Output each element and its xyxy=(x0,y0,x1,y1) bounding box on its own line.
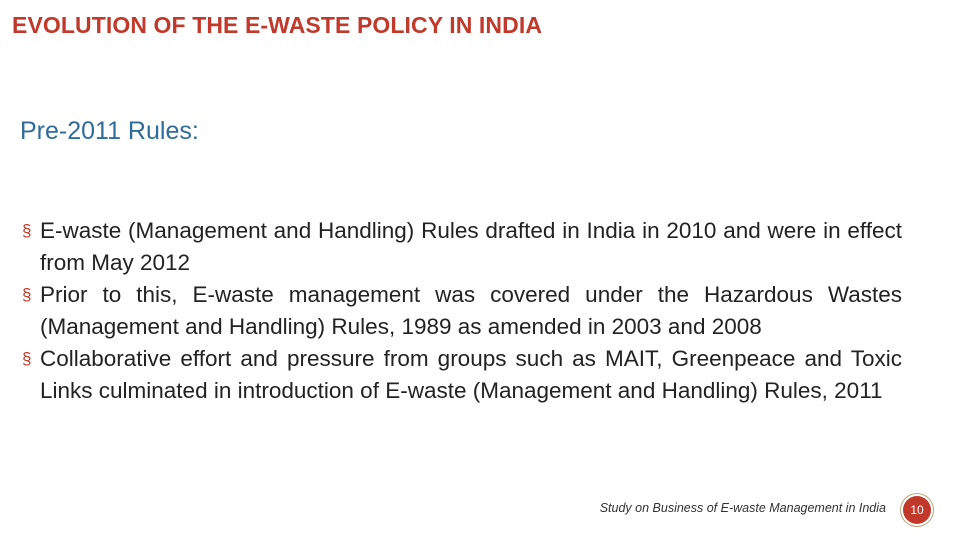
bullet-item xyxy=(22,215,902,279)
bullet-marker-icon: § xyxy=(22,349,32,368)
bullet-item xyxy=(22,279,902,343)
section-heading: Pre-2011 Rules: xyxy=(20,117,199,145)
slide-title: EVOLUTION OF THE E-WASTE POLICY IN INDIA xyxy=(12,12,543,38)
bullet-marker-icon: § xyxy=(22,285,32,304)
bullet-list xyxy=(22,215,902,407)
bullet-marker-icon: § xyxy=(22,221,32,240)
footer-text: Study on Business of E-waste Management in India xyxy=(599,501,886,515)
page-number-badge: 10 xyxy=(903,496,931,524)
bullet-text: Prior to this, E-waste management was covered under the Hazardous Wastes (Management and Handling) Rules, 1989 as amended in 2003 and 2008 xyxy=(40,282,902,339)
bullet-text: E-waste (Management and Handling) Rules drafted in India in 2010 and were in effect from May 2012 xyxy=(40,218,902,275)
bullet-item xyxy=(22,343,902,407)
bullet-text: Collaborative effort and pressure from groups such as MAIT, Greenpeace and Toxic Links culminated in introduction of E-waste (Management and Handling) Rules, 2011 xyxy=(40,346,902,403)
